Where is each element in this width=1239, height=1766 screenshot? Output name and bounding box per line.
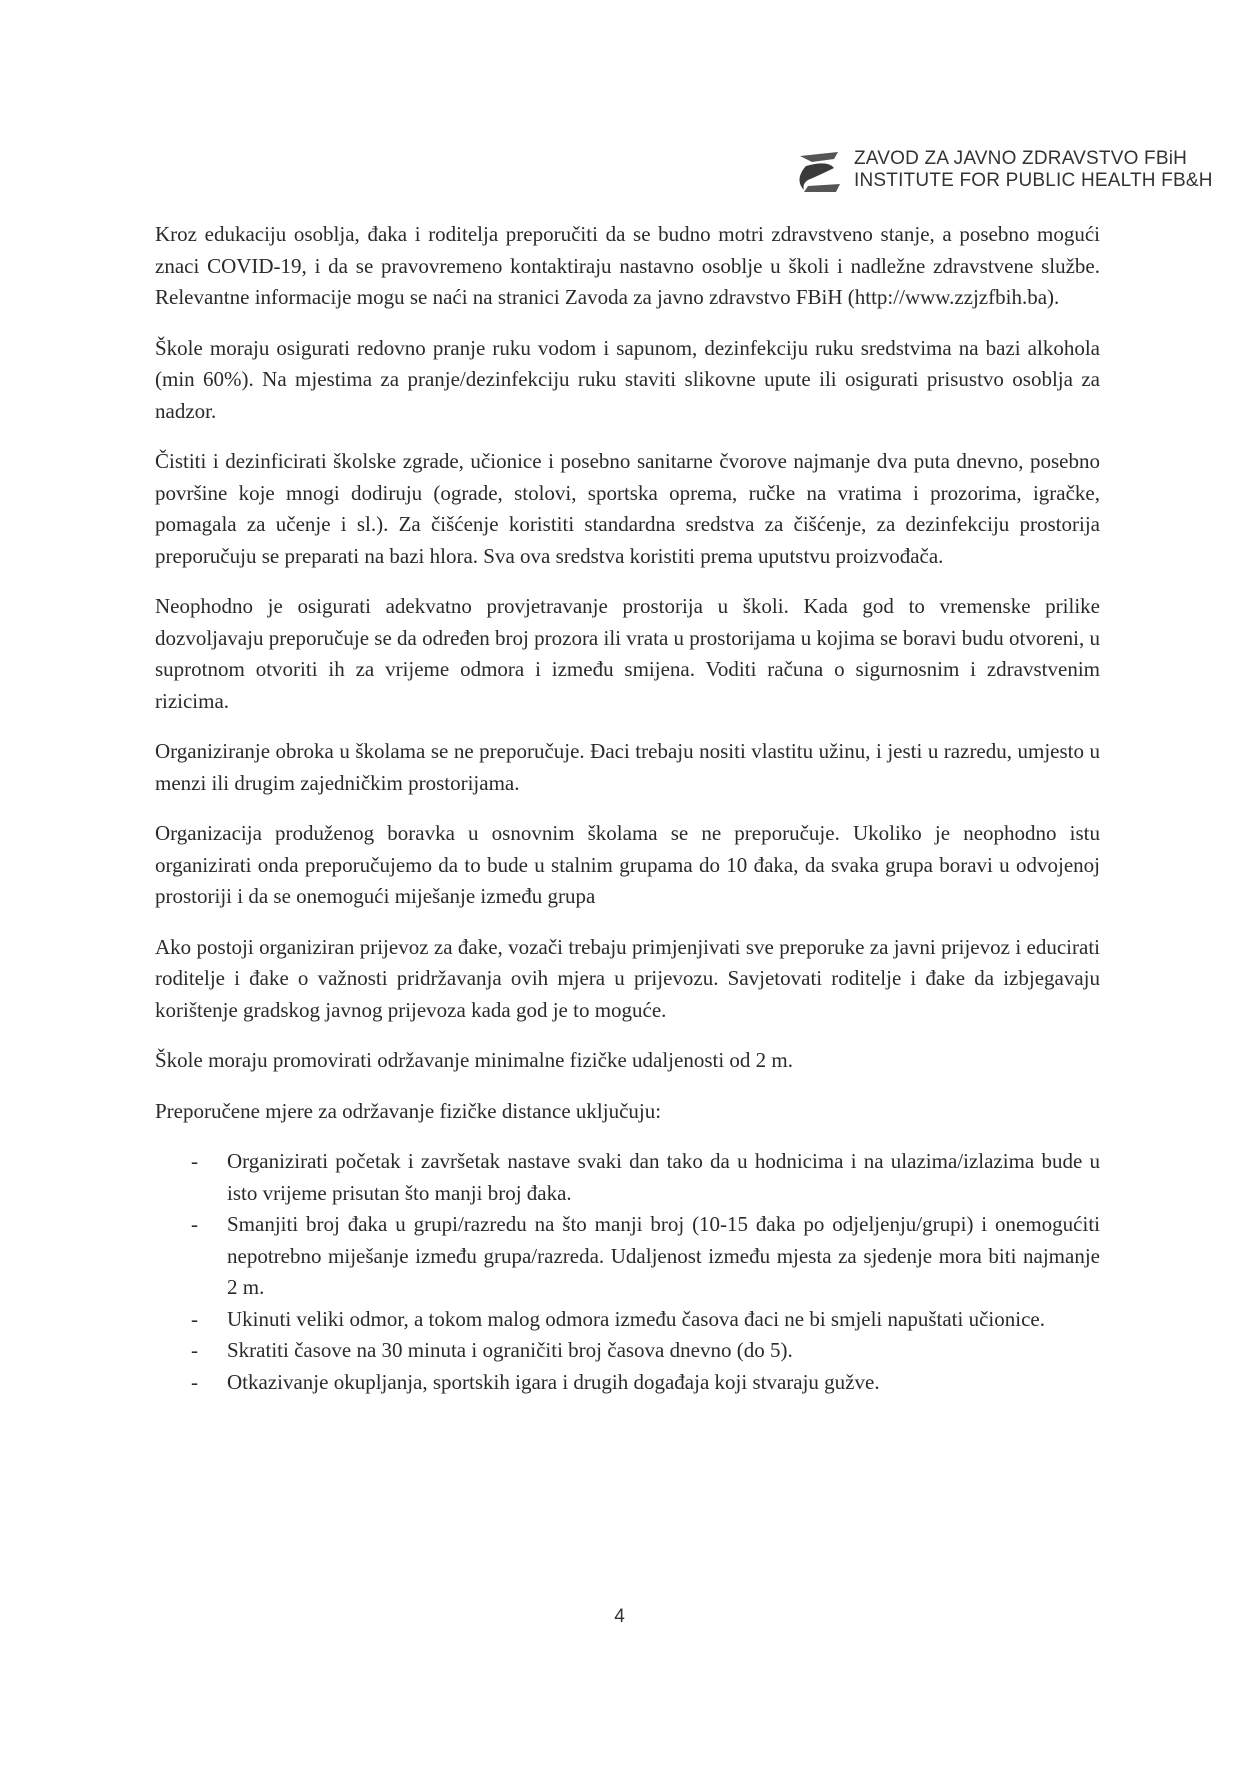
- bullet-dash: -: [191, 1369, 198, 1394]
- list-item: [155, 1209, 1100, 1304]
- list-item-text: Otkazivanje okupljanja, sportskih igara i drugih događaja koji stvaraju gužve.: [227, 1369, 880, 1394]
- list-item-text: Skratiti časove na 30 minuta i ograničiti broj časova dnevno (do 5).: [227, 1338, 793, 1362]
- list-item-text: Smanjiti broj đaka u grupi/razredu na što manji broj (10-15 đaka po odjeljenju/grupi) i onemogućiti nepotrebno miješanje između grupa/razreda. Udaljenost između mjesta za sjedenje mora biti najmanje 2 m.: [227, 1212, 1100, 1299]
- paragraph: Organizacija produženog boravka u osnovnim školama se ne preporučuje. Ukoliko je neophodno istu organizirati onda preporučujemo da to bude u stalnim grupama do 10 đaka, da svaka grupa boravi u odvojenoj prostoriji i da se onemogući miješanje između grupa: [155, 821, 1100, 908]
- paragraph: Škole moraju promovirati održavanje minimalne fizičke udaljenosti od 2 m.: [155, 1048, 793, 1072]
- bullet-dash: -: [191, 1149, 198, 1173]
- document-body: [155, 219, 1100, 1398]
- bullet-dash: -: [191, 1306, 198, 1331]
- page-number: 4: [614, 1606, 625, 1627]
- list-item: [155, 1304, 1100, 1336]
- institute-logo: [794, 148, 1213, 194]
- paragraph: Čistiti i dezinficirati školske zgrade, učionice i posebno sanitarne čvorove najmanje dva puta dnevno, posebno površine koje mnogi dodiruju (ograde, stolovi, sportska oprema, ručke na vratima i prozorima, igračke, pomagala za učenje i sl.). Za čišćenje koristiti standardna sredstva za čišćenje, za dezinfekciju prostorija preporučuju se preparati na bazi hlora. Sva ova sredstva koristiti prema uputstvu proizvođača.: [155, 449, 1100, 568]
- list-item: [155, 1146, 1100, 1209]
- paragraph: Organiziranje obroka u školama se ne preporučuje. Đaci trebaju nositi vlastitu užinu, i jesti u razredu, umjesto u menzi ili drugim zajedničkim prostorijama.: [155, 739, 1100, 795]
- paragraph: Neophodno je osigurati adekvatno provjetravanje prostorija u školi. Kada god to vremenske prilike dozvoljavaju preporučuje se da određen broj prozora ili vrata u prostorijama u kojima se boravi budu otvoreni, u suprotnom otvoriti ih za vrijeme odmora i između smijena. Voditi računa o sigurnosnim i zdravstvenim rizicima.: [155, 594, 1100, 713]
- institute-logo-icon: [794, 150, 846, 194]
- list-item-text: Organizirati početak i završetak nastave svaki dan tako da u hodnicima i na ulazima/izlazima bude u isto vrijeme prisutan što manji broj đaka.: [227, 1149, 1100, 1205]
- logo-line-1: ZAVOD ZA JAVNO ZDRAVSTVO FBiH: [854, 148, 1188, 169]
- list-item-text: Ukinuti veliki odmor, a tokom malog odmora između časova đaci ne bi smjeli napuštati učionice.: [227, 1306, 1045, 1331]
- logo-line-2: INSTITUTE FOR PUBLIC HEALTH FB&H: [854, 170, 1213, 191]
- bullet-dash: -: [191, 1338, 198, 1362]
- paragraph: Ako postoji organiziran prijevoz za đake, vozači trebaju primjenjivati sve preporuke za javni prijevoz i educirati roditelje i đake o važnosti pridržavanja ovih mjera u prijevozu. Savjetovati roditelje i đake da izbjegavaju korištenje gradskog javnog prijevoza kada god je to moguće.: [155, 934, 1100, 1022]
- list-item: [155, 1367, 1100, 1399]
- paragraph: Preporučene mjere za održavanje fizičke distance uključuju:: [155, 1098, 662, 1123]
- paragraph: Kroz edukaciju osoblja, đaka i roditelja preporučiti da se budno motri zdravstveno stanje, a posebno mogući znaci COVID-19, i da se pravovremeno kontaktiraju nastavno osoblje u školi i nadležne zdravstvene službe. Relevantne informacije mogu se naći na stranici Zavoda za javno zdravstvo FBiH (http://www.zzjzfbih.ba).: [155, 222, 1100, 309]
- paragraph: Škole moraju osigurati redovno pranje ruku vodom i sapunom, dezinfekciju ruku sredstvima na bazi alkohola (min 60%). Na mjestima za pranje/dezinfekciju ruku staviti slikovne upute ili osigurati prisustvo osoblja za nadzor.: [155, 335, 1100, 423]
- bullet-dash: -: [191, 1212, 198, 1236]
- list-item: [155, 1335, 1100, 1367]
- measures-list: [155, 1146, 1100, 1398]
